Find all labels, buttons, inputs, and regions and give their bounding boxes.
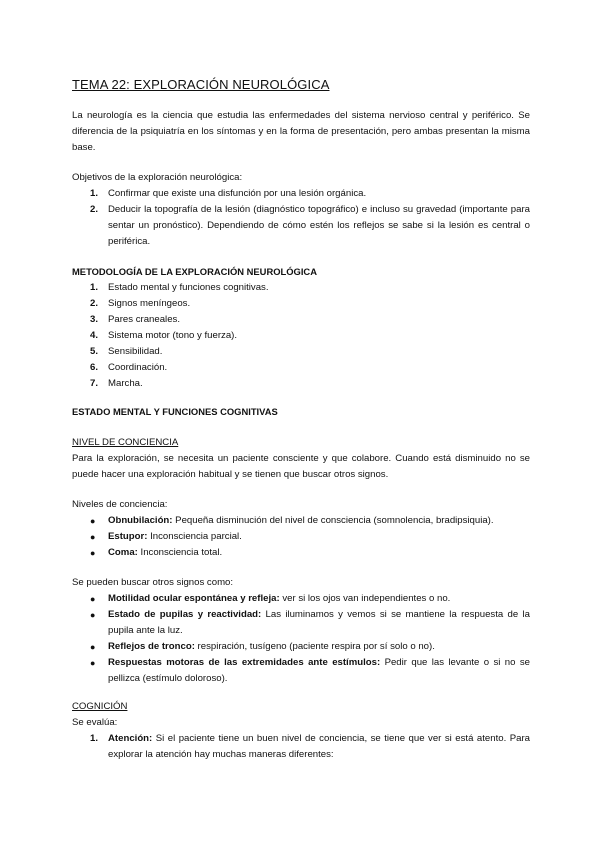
item-number: 7. [90, 378, 99, 389]
item-text: Pares craneales. [108, 314, 180, 325]
list-item [72, 360, 530, 376]
bullet-icon: ● [90, 642, 96, 652]
item-number: 6. [90, 362, 99, 373]
list-item [72, 312, 530, 328]
niveles-label: Niveles de conciencia: [72, 499, 168, 510]
cognicion-list [72, 731, 530, 763]
nivel-conciencia-paragraph: Para la exploración, se necesita un paciente consciente y que colabore. Cuando está disminuido no se puede hacer una exploración habitual y se tienen que buscar otros signos. [72, 453, 530, 480]
list-item [72, 296, 530, 312]
bullet-icon: ● [90, 516, 96, 526]
nivel-conciencia-subheading: NIVEL DE CONCIENCIA [72, 437, 179, 448]
item-term: Reflejos de tronco: [108, 641, 195, 652]
list-item [72, 328, 530, 344]
item-text: Sensibilidad. [108, 346, 163, 357]
item-text: Inconsciencia parcial. [147, 531, 242, 542]
item-number: 1. [90, 188, 99, 199]
list-item [72, 639, 530, 655]
list-item [72, 731, 530, 763]
item-number: 5. [90, 346, 99, 357]
item-number: 4. [90, 330, 99, 341]
bullet-icon: ● [90, 658, 96, 668]
bullet-icon: ● [90, 594, 96, 604]
item-number: 3. [90, 314, 99, 325]
metodologia-heading: METODOLOGÍA DE LA EXPLORACIÓN NEUROLÓGICA [72, 266, 317, 277]
item-number: 2. [90, 204, 99, 215]
item-term: Coma: [108, 547, 138, 558]
item-term: Motilidad ocular espontánea y refleja: [108, 593, 280, 604]
list-item [72, 344, 530, 360]
metodologia-list [72, 280, 530, 392]
bullet-icon: ● [90, 610, 96, 620]
otros-signos-label: Se pueden buscar otros signos como: [72, 577, 234, 588]
item-text: respiración, tusígeno (paciente respira por sí solo o no). [194, 641, 435, 652]
item-text: Pequeña disminución del nivel de consciencia (somnolencia, bradipsiquia). [172, 515, 494, 526]
item-text: ver si los ojos van independientes o no. [279, 593, 451, 604]
item-text: Signos meníngeos. [108, 298, 191, 309]
cognicion-label: Se evalúa: [72, 717, 118, 728]
item-term: Atención: [108, 733, 153, 744]
item-number: 2. [90, 298, 99, 309]
estado-mental-heading: ESTADO MENTAL Y FUNCIONES COGNITIVAS [72, 406, 278, 417]
item-term: Respuestas motoras de las extremidades ante estímulos: [108, 657, 381, 668]
niveles-list [72, 513, 530, 561]
item-term: Estado de pupilas y reactividad: [108, 609, 262, 620]
item-term: Obnubilación: [108, 515, 173, 526]
bullet-icon: ● [90, 548, 96, 558]
page-title: TEMA 22: EXPLORACIÓN NEUROLÓGICA [72, 77, 330, 92]
item-text: Coordinación. [108, 362, 168, 373]
list-item [72, 545, 530, 561]
list-item [72, 202, 530, 250]
item-text: Estado mental y funciones cognitivas. [108, 282, 269, 293]
list-item [72, 186, 530, 202]
list-item [72, 280, 530, 296]
otros-signos-list [72, 591, 530, 687]
item-term: Estupor: [108, 531, 148, 542]
list-item [72, 607, 530, 639]
list-item [72, 655, 530, 687]
list-item [72, 376, 530, 392]
item-text: Marcha. [108, 378, 143, 389]
list-item [72, 513, 530, 529]
objetivos-list [72, 186, 530, 250]
list-item [72, 591, 530, 607]
intro-paragraph: La neurología es la ciencia que estudia las enfermedades del sistema nervioso central y periférico. Se diferencia de la psiquiatría en los síntomas y en la forma de presentación, pero ambas presentan la misma base. [72, 110, 530, 153]
item-text: Pedir que las levante o si no se pellizca (estímulo doloroso). [108, 657, 530, 684]
list-item [72, 529, 530, 545]
objetivos-label: Objetivos de la exploración neurológica: [72, 172, 243, 183]
item-text: Si el paciente tiene un buen nivel de conciencia, se tiene que ver si está atento. Para explorar la atención hay muchas maneras diferentes: [108, 733, 530, 760]
item-text: Inconsciencia total. [137, 547, 223, 558]
item-text: Sistema motor (tono y fuerza). [108, 330, 238, 341]
item-text: Confirmar que existe una disfunción por una lesión orgánica. [108, 188, 367, 199]
bullet-icon: ● [90, 532, 96, 542]
item-text: Las iluminamos y vemos si se mantiene la respuesta de la pupila ante la luz. [108, 609, 530, 636]
item-number: 1. [90, 733, 99, 744]
cognicion-subheading: COGNICIÓN [72, 701, 128, 712]
item-text: Deducir la topografía de la lesión (diagnóstico topográfico) e incluso su gravedad (importante para sentar un pronóstico). Dependiendo de cómo estén los reflejos se sabe si la lesión es central o periférica. [108, 204, 530, 247]
item-number: 1. [90, 282, 99, 293]
